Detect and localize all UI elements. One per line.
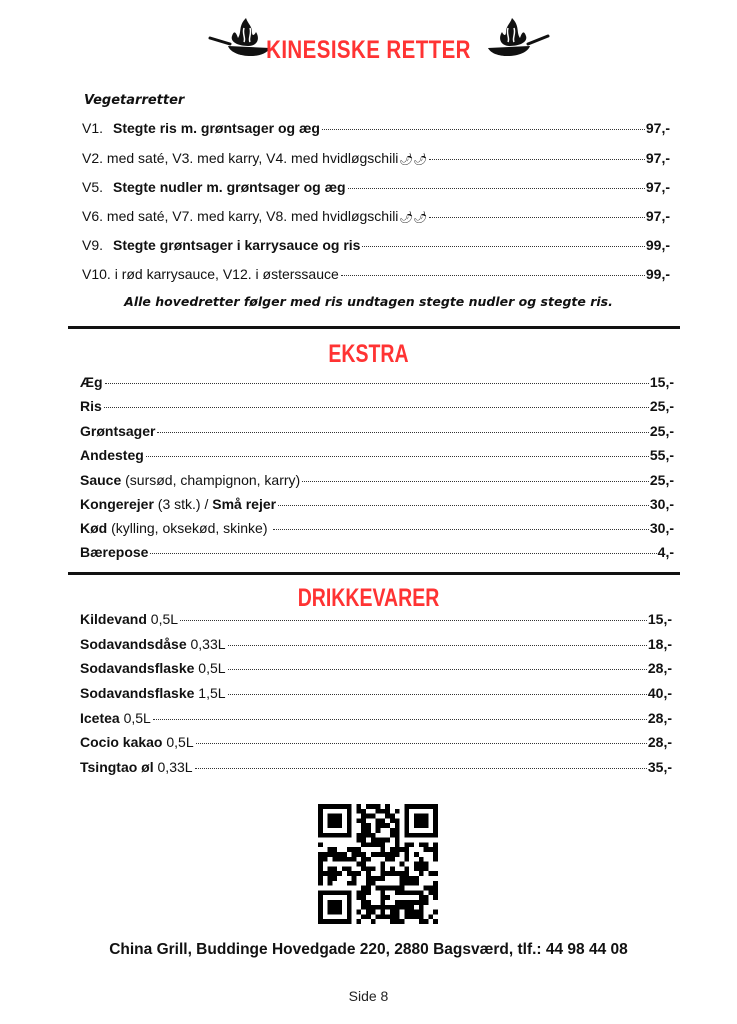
item-detail: 0,33L xyxy=(153,759,193,775)
item-price: 30,- xyxy=(649,520,674,536)
menu-item-row xyxy=(82,120,670,138)
dot-leader xyxy=(228,645,647,646)
item-price: 25,- xyxy=(649,423,674,439)
menu-item-label xyxy=(80,685,226,701)
item-price: 25,- xyxy=(649,398,674,414)
menu-item-label xyxy=(80,759,193,775)
item-name: Grøntsager xyxy=(80,423,156,439)
dot-leader xyxy=(341,275,645,276)
item-name: Bærepose xyxy=(80,544,149,560)
menu-note: Alle hovedretter følger med ris undtagen stegte nudler og stegte ris. xyxy=(124,294,613,309)
menu-item-label xyxy=(80,734,194,750)
menu-item-row xyxy=(80,472,674,490)
chili-pepper-icon: 🌶🌶 xyxy=(399,211,428,224)
menu-item-label xyxy=(82,266,339,282)
dot-leader xyxy=(180,620,647,621)
menu-item-row xyxy=(80,544,674,562)
page-number: Side 8 xyxy=(348,988,389,1004)
item-name: Kød xyxy=(80,520,108,536)
menu-item-label xyxy=(80,611,178,627)
menu-item-label xyxy=(82,150,427,166)
menu-item-row xyxy=(82,237,670,255)
menu-item-label xyxy=(80,496,276,512)
dot-leader xyxy=(429,217,645,218)
item-price: 55,- xyxy=(649,447,674,463)
dot-leader xyxy=(196,743,647,744)
menu-item-row xyxy=(80,636,672,654)
item-price: 28,- xyxy=(647,710,672,726)
dot-leader xyxy=(153,719,647,720)
page-header xyxy=(0,14,737,74)
menu-item-row xyxy=(80,660,672,678)
item-detail: 0,5L xyxy=(162,734,194,750)
item-name: Andesteg xyxy=(80,447,144,463)
item-name: Cocio kakao xyxy=(80,734,163,750)
item-name: Ris xyxy=(80,398,102,414)
item-price: 97,- xyxy=(645,179,670,195)
section-divider xyxy=(68,326,680,329)
menu-item-label xyxy=(80,472,300,488)
item-name: V10. i rød karrysauce, V12. i østerssauce xyxy=(82,266,339,282)
dot-leader xyxy=(348,188,645,189)
dot-leader xyxy=(146,456,649,457)
item-price: 15,- xyxy=(649,374,674,390)
menu-item-row xyxy=(82,208,670,226)
item-price: 15,- xyxy=(647,611,672,627)
item-price: 40,- xyxy=(647,685,672,701)
restaurant-address: China Grill, Buddinge Hovedgade 220, 2880 Bagsværd, tlf.: 44 98 44 08 xyxy=(109,941,628,958)
menu-item-row xyxy=(80,759,672,777)
menu-item-label xyxy=(80,447,144,463)
menu-item-row xyxy=(80,734,672,752)
section-divider xyxy=(68,572,680,575)
menu-item-label xyxy=(82,208,427,224)
dot-leader xyxy=(278,505,649,506)
item-name: V2. med saté, V3. med karry, V4. med hvidløgschili xyxy=(82,150,399,166)
item-name: Sodavandsdåse xyxy=(80,636,187,652)
dot-leader xyxy=(228,669,647,670)
item-code: V1. xyxy=(82,120,104,136)
item-price: 28,- xyxy=(647,660,672,676)
item-name: Icetea xyxy=(80,710,120,726)
item-name: Sodavandsflaske xyxy=(80,685,195,701)
dot-leader xyxy=(429,159,645,160)
menu-item-label xyxy=(80,660,226,676)
dot-leader xyxy=(195,768,647,769)
item-price: 28,- xyxy=(647,734,672,750)
dot-leader xyxy=(362,246,644,247)
item-detail: (3 stk.) / xyxy=(153,496,213,512)
menu-item-label xyxy=(80,544,148,560)
item-price: 99,- xyxy=(645,266,670,282)
menu-item-row xyxy=(82,179,670,197)
menu-item-label xyxy=(80,520,271,536)
flaming-wok-icon xyxy=(470,14,550,66)
item-detail: 0,33L xyxy=(186,636,226,652)
menu-item-row xyxy=(80,423,674,441)
dot-leader xyxy=(302,481,649,482)
item-price: 35,- xyxy=(647,759,672,775)
section-title-ekstra: EKSTRA xyxy=(328,340,409,368)
dot-leader xyxy=(157,432,648,433)
item-price: 4,- xyxy=(657,544,674,560)
menu-item-label xyxy=(80,710,151,726)
menu-item-row xyxy=(80,520,674,538)
page-title: KINESISKE RETTER xyxy=(266,36,471,64)
section-title-drikkevarer: DRIKKEVARER xyxy=(297,584,440,612)
menu-item-label xyxy=(80,423,155,439)
menu-item-label xyxy=(80,636,226,652)
dot-leader xyxy=(150,553,656,554)
item-price: 25,- xyxy=(649,472,674,488)
item-name: Stegte ris m. grøntsager og æg xyxy=(113,120,320,136)
item-detail: (sursød, champignon, karry) xyxy=(121,472,301,488)
item-name: Sauce xyxy=(80,472,122,488)
menu-item-row xyxy=(80,611,672,629)
qr-code-icon xyxy=(318,804,438,924)
item-price: 30,- xyxy=(649,496,674,512)
item-detail: 1,5L xyxy=(194,685,226,701)
item-price: 97,- xyxy=(645,150,670,166)
chili-pepper-icon: 🌶🌶 xyxy=(399,153,428,166)
dot-leader xyxy=(105,383,649,384)
menu-item-row xyxy=(80,447,674,465)
item-detail: (kylling, oksekød, skinke) xyxy=(107,520,272,536)
item-price: 97,- xyxy=(645,208,670,224)
menu-item-row xyxy=(80,710,672,728)
menu-item-label xyxy=(80,398,102,414)
item-detail: 0,5L xyxy=(119,710,151,726)
menu-item-label xyxy=(82,237,360,253)
item-detail: 0,5L xyxy=(194,660,226,676)
item-name: Æg xyxy=(80,374,103,390)
item-code: V9. xyxy=(82,237,104,253)
item-name: Kongerejer xyxy=(80,496,154,512)
item-name: Stegte nudler m. grøntsager og æg xyxy=(113,179,346,195)
dot-leader xyxy=(273,529,648,530)
menu-item-label xyxy=(82,179,346,195)
dot-leader xyxy=(322,129,645,130)
menu-item-row xyxy=(82,150,670,168)
item-name: Kildevand xyxy=(80,611,147,627)
menu-item-row xyxy=(80,374,674,392)
item-price: 97,- xyxy=(645,120,670,136)
item-name: V6. med saté, V7. med karry, V8. med hvidløgschili xyxy=(82,208,399,224)
item-code: V5. xyxy=(82,179,104,195)
menu-item-row xyxy=(80,685,672,703)
item-name-secondary: Små rejer xyxy=(212,496,277,512)
item-price: 18,- xyxy=(647,636,672,652)
item-price: 99,- xyxy=(645,237,670,253)
menu-item-label xyxy=(80,374,103,390)
item-name: Sodavandsflaske xyxy=(80,660,195,676)
section-subtitle-vegetarretter: Vegetarretter xyxy=(84,93,185,108)
item-name: Stegte grøntsager i karrysauce og ris xyxy=(113,237,361,253)
menu-item-row xyxy=(80,496,674,514)
dot-leader xyxy=(104,407,649,408)
menu-item-row xyxy=(80,398,674,416)
dot-leader xyxy=(228,694,647,695)
menu-item-label xyxy=(82,120,320,136)
item-name: Tsingtao øl xyxy=(80,759,154,775)
item-detail: 0,5L xyxy=(146,611,179,627)
menu-item-row xyxy=(82,266,670,284)
